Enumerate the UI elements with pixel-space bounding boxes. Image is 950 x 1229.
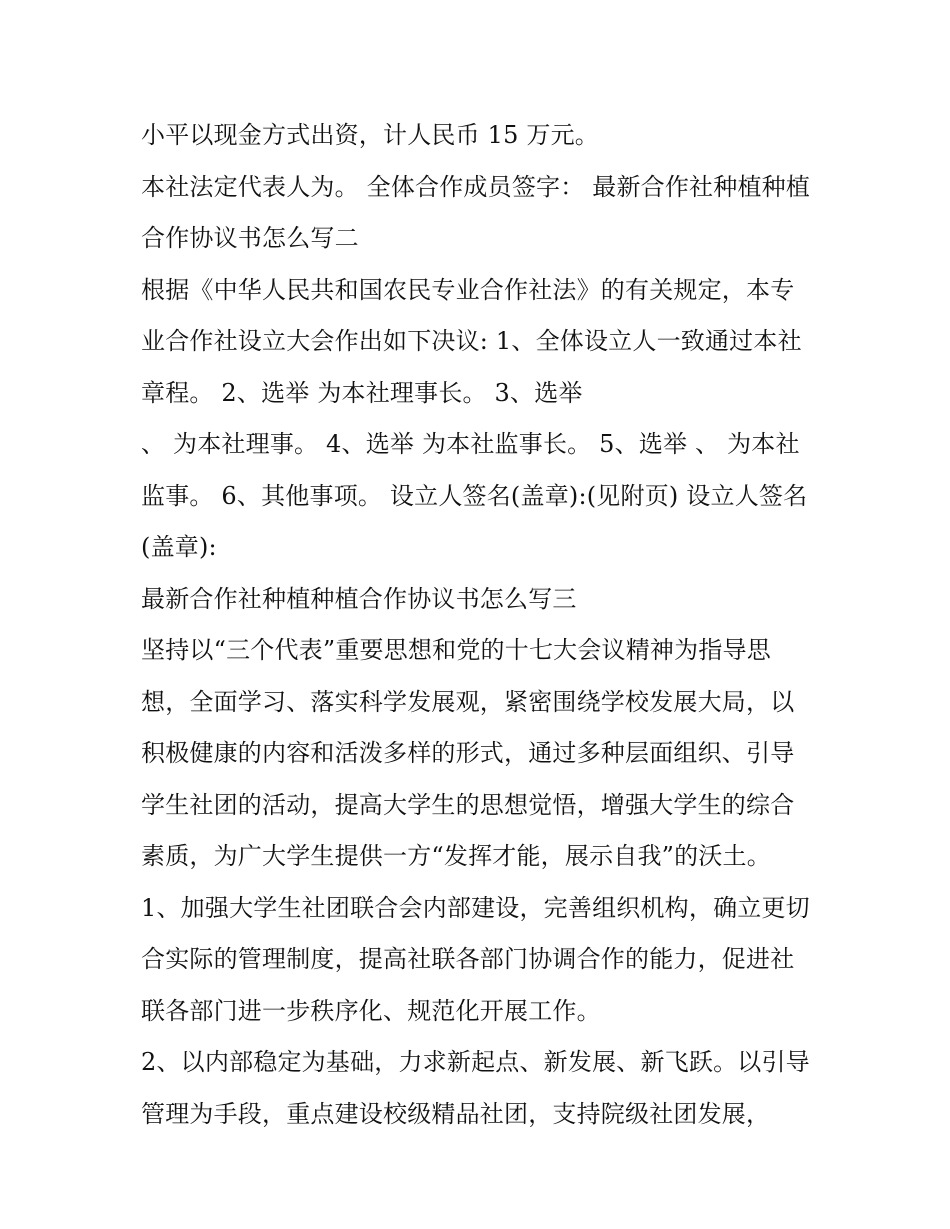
paragraph-elections: 、 为本社理事。 4、选举 为本社监事长。 5、选举 、 为本社监事。 6、其他事项。 设立人签名(盖章):(见附页) 设立人签名(盖章): (141, 430, 808, 561)
list-item-2: 2、以内部稳定为基础，力求新起点、新发展、新飞跃。以引导管理为手段，重点建设校级精品社团，支持院级社团发展， (141, 1048, 810, 1128)
section-heading-three: 最新合作社种植种植合作协议书怎么写三 (141, 584, 577, 613)
paragraph-capital-contribution: 小平以现金方式出资，计人民币 15 万元。 (141, 121, 599, 149)
paragraph-founding-resolution: 根据《中华人民共和国农民专业合作社法》的有关规定，本专业合作社设立大会作出如下决议: 1、全体设立人一致通过本社章程。 2、选举 为本社理事长。 3、选举 (141, 275, 802, 407)
paragraph-legal-representative: 本社法定代表人为。 全体合作成员签字： 最新合作社种植种植合作协议书怎么写二 (141, 172, 811, 252)
document-body (141, 110, 816, 1140)
list-item-1: 1、加强大学生社团联合会内部建设，完善组织机构，确立更切合实际的管理制度，提高社联各部门协调合作的能力，促进社联各部门进一步秩序化、规范化开展工作。 (141, 893, 810, 1025)
paragraph-guiding-principles: 坚持以“三个代表”重要思想和党的十七大会议精神为指导思想，全面学习、落实科学发展观，紧密围绕学校发展大局，以积极健康的内容和活泼多样的形式，通过多种层面组织、引导学生社团的活动，提高大学生的思想觉悟，增强大学生的综合素质，为广大学生提供一方“发挥才能，展示自我”的沃土。 (141, 636, 795, 870)
